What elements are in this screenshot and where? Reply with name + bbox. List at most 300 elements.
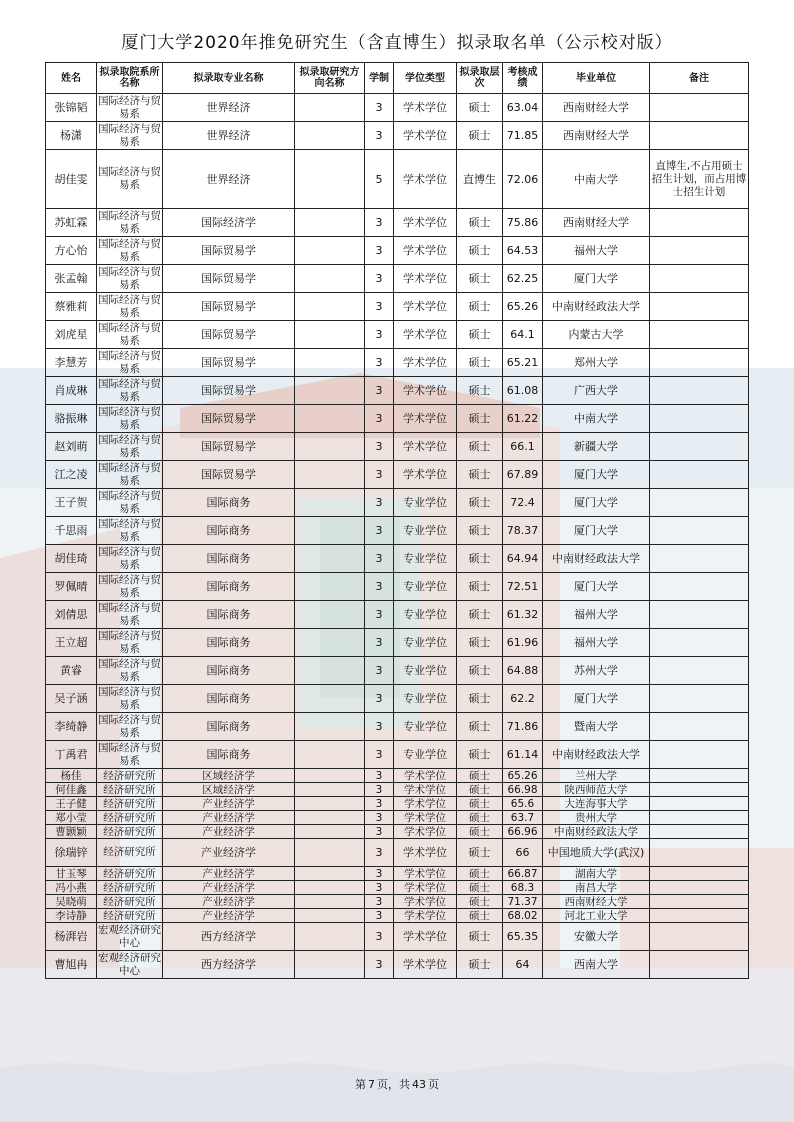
cell-name: 李绮静 [46, 713, 97, 741]
cell-score: 78.37 [503, 517, 543, 545]
cell-major: 国际商务 [163, 741, 295, 769]
cell-note [650, 909, 749, 923]
cell-dept: 国际经济与贸易系 [98, 713, 161, 739]
cell-direction [295, 377, 365, 405]
cell-level: 硕士 [457, 839, 503, 867]
cell-years: 3 [365, 769, 394, 783]
cell-note [650, 839, 749, 867]
cell-years: 3 [365, 825, 394, 839]
cell-score: 72.51 [503, 573, 543, 601]
cell-direction [295, 601, 365, 629]
cell-dept: 国际经济与贸易系 [98, 209, 161, 235]
cell-note [650, 209, 749, 237]
cell-degree: 学术学位 [394, 150, 457, 209]
cell-major: 国际商务 [163, 517, 295, 545]
cell-degree: 学术学位 [394, 405, 457, 433]
cell-direction [295, 293, 365, 321]
cell-name: 甘玉琴 [46, 867, 97, 881]
cell-degree: 学术学位 [394, 783, 457, 797]
table-row [46, 265, 749, 293]
cell-years: 3 [365, 461, 394, 489]
footer-total-pages: 43 [412, 1078, 426, 1091]
cell-years: 3 [365, 377, 394, 405]
cell-level: 硕士 [457, 209, 503, 237]
cell-dept: 国际经济与贸易系 [98, 601, 161, 627]
cell-direction [295, 405, 365, 433]
cell-degree: 学术学位 [394, 94, 457, 122]
cell-name: 徐瑞锌 [46, 839, 97, 867]
cell-score: 65.26 [503, 293, 543, 321]
cell-score: 64.53 [503, 237, 543, 265]
cell-note [650, 321, 749, 349]
cell-score: 66.1 [503, 433, 543, 461]
table-row [46, 433, 749, 461]
cell-level: 硕士 [457, 405, 503, 433]
cell-dept: 经济研究所 [97, 909, 163, 923]
cell-degree: 学术学位 [394, 769, 457, 783]
table-row [46, 545, 749, 573]
header-dept: 拟录取院系所名称 [97, 63, 163, 94]
cell-dept: 国际经济与贸易系 [98, 265, 161, 291]
cell-score: 71.85 [503, 122, 543, 150]
cell-dept: 国际经济与贸易系 [98, 293, 161, 319]
table-row [46, 122, 749, 150]
cell-years: 3 [365, 629, 394, 657]
cell-school: 西南大学 [543, 951, 650, 979]
cell-score: 65.21 [503, 349, 543, 377]
cell-years: 3 [365, 811, 394, 825]
cell-years: 3 [365, 657, 394, 685]
table-row [46, 517, 749, 545]
cell-note [650, 741, 749, 769]
cell-name: 方心怡 [46, 237, 97, 265]
cell-dept: 国际经济与贸易系 [98, 489, 161, 515]
table-row [46, 150, 749, 209]
cell-school: 陕西师范大学 [543, 783, 650, 797]
table-row [46, 657, 749, 685]
cell-name: 王子贺 [46, 489, 97, 517]
cell-name: 李慧芳 [46, 349, 97, 377]
admission-table [45, 62, 749, 979]
table-row [46, 783, 749, 797]
table-row [46, 839, 749, 867]
cell-score: 61.32 [503, 601, 543, 629]
cell-score: 63.7 [503, 811, 543, 825]
cell-name: 赵刘萌 [46, 433, 97, 461]
cell-years: 3 [365, 881, 394, 895]
cell-years: 3 [365, 601, 394, 629]
table-row [46, 629, 749, 657]
cell-level: 硕士 [457, 769, 503, 783]
cell-dept: 经济研究所 [97, 769, 163, 783]
cell-years: 3 [365, 321, 394, 349]
cell-direction [295, 741, 365, 769]
table-row [46, 94, 749, 122]
cell-level: 硕士 [457, 433, 503, 461]
cell-note [650, 489, 749, 517]
cell-level: 硕士 [457, 601, 503, 629]
cell-degree: 专业学位 [394, 545, 457, 573]
cell-direction [295, 349, 365, 377]
table-row [46, 293, 749, 321]
cell-major: 产业经济学 [163, 881, 295, 895]
cell-level: 硕士 [457, 237, 503, 265]
cell-score: 75.86 [503, 209, 543, 237]
cell-years: 3 [365, 405, 394, 433]
cell-years: 3 [365, 895, 394, 909]
cell-school: 福州大学 [543, 601, 650, 629]
cell-note [650, 685, 749, 713]
cell-dept: 国际经济与贸易系 [98, 573, 161, 599]
cell-note [650, 923, 749, 951]
cell-school: 中国地质大学(武汉) [543, 839, 650, 867]
cell-school: 大连海事大学 [543, 797, 650, 811]
table-row [46, 405, 749, 433]
cell-name: 杨湃岩 [46, 923, 97, 951]
cell-note [650, 769, 749, 783]
cell-degree: 专业学位 [394, 713, 457, 741]
cell-school: 内蒙古大学 [543, 321, 650, 349]
cell-score: 64.94 [503, 545, 543, 573]
cell-major: 国际贸易学 [163, 405, 295, 433]
cell-note [650, 629, 749, 657]
cell-degree: 专业学位 [394, 517, 457, 545]
cell-note [650, 237, 749, 265]
footer-page-number: 7 [368, 1078, 375, 1091]
cell-score: 65.6 [503, 797, 543, 811]
table-row [46, 461, 749, 489]
cell-level: 硕士 [457, 881, 503, 895]
cell-name: 千思雨 [46, 517, 97, 545]
table-row [46, 349, 749, 377]
cell-school: 新疆大学 [543, 433, 650, 461]
cell-major: 国际商务 [163, 657, 295, 685]
cell-dept: 国际经济与贸易系 [98, 629, 161, 655]
cell-name: 曹旭冉 [46, 951, 97, 979]
cell-name: 曹颢颖 [46, 825, 97, 839]
table-body [46, 94, 749, 979]
cell-name: 郑小莹 [46, 811, 97, 825]
cell-score: 61.14 [503, 741, 543, 769]
cell-dept: 国际经济与贸易系 [98, 461, 161, 487]
cell-note [650, 461, 749, 489]
cell-years: 3 [365, 783, 394, 797]
cell-years: 3 [365, 573, 394, 601]
cell-school: 安徽大学 [543, 923, 650, 951]
cell-score: 65.35 [503, 923, 543, 951]
cell-direction [295, 573, 365, 601]
cell-school: 福州大学 [543, 629, 650, 657]
cell-years: 3 [365, 951, 394, 979]
cell-name: 罗佩晴 [46, 573, 97, 601]
cell-level: 硕士 [457, 377, 503, 405]
cell-score: 68.02 [503, 909, 543, 923]
cell-years: 3 [365, 867, 394, 881]
cell-score: 63.04 [503, 94, 543, 122]
cell-level: 硕士 [457, 517, 503, 545]
cell-note [650, 797, 749, 811]
cell-dept: 经济研究所 [97, 783, 163, 797]
cell-level: 硕士 [457, 629, 503, 657]
header-score: 考核成绩 [503, 63, 543, 94]
cell-level: 硕士 [457, 867, 503, 881]
table-row [46, 881, 749, 895]
cell-school: 中南财经政法大学 [543, 825, 650, 839]
cell-note [650, 405, 749, 433]
table-row [46, 713, 749, 741]
cell-direction [295, 489, 365, 517]
cell-name: 胡佳雯 [46, 150, 97, 209]
cell-note [650, 811, 749, 825]
cell-level: 硕士 [457, 545, 503, 573]
cell-years: 3 [365, 545, 394, 573]
cell-note [650, 867, 749, 881]
cell-dept: 经济研究所 [97, 895, 163, 909]
cell-direction [295, 811, 365, 825]
cell-note [650, 377, 749, 405]
cell-degree: 学术学位 [394, 237, 457, 265]
cell-level: 硕士 [457, 909, 503, 923]
cell-score: 66.98 [503, 783, 543, 797]
cell-dept: 经济研究所 [97, 881, 163, 895]
cell-degree: 学术学位 [394, 951, 457, 979]
cell-school: 厦门大学 [543, 517, 650, 545]
cell-years: 3 [365, 237, 394, 265]
cell-major: 国际商务 [163, 685, 295, 713]
cell-name: 吴晓萌 [46, 895, 97, 909]
cell-school: 西南财经大学 [543, 94, 650, 122]
table-row [46, 895, 749, 909]
table-header-row [46, 63, 749, 94]
header-note: 备注 [650, 63, 749, 94]
cell-major: 国际商务 [163, 489, 295, 517]
cell-degree: 学术学位 [394, 881, 457, 895]
cell-direction [295, 657, 365, 685]
cell-years: 3 [365, 741, 394, 769]
cell-school: 中南大学 [543, 150, 650, 209]
cell-direction [295, 517, 365, 545]
cell-name: 丁禹君 [46, 741, 97, 769]
cell-direction [295, 713, 365, 741]
cell-direction [295, 839, 365, 867]
cell-school: 厦门大学 [543, 461, 650, 489]
table-row [46, 489, 749, 517]
cell-level: 硕士 [457, 461, 503, 489]
cell-name: 刘虎星 [46, 321, 97, 349]
cell-name: 李诗静 [46, 909, 97, 923]
cell-school: 河北工业大学 [543, 909, 650, 923]
cell-direction [295, 909, 365, 923]
table-row [46, 573, 749, 601]
cell-major: 产业经济学 [163, 909, 295, 923]
table-row [46, 741, 749, 769]
cell-degree: 学术学位 [394, 839, 457, 867]
cell-dept: 国际经济与贸易系 [98, 405, 161, 431]
cell-school: 福州大学 [543, 237, 650, 265]
cell-school: 湖南大学 [543, 867, 650, 881]
cell-school: 贵州大学 [543, 811, 650, 825]
cell-level: 硕士 [457, 349, 503, 377]
cell-score: 61.08 [503, 377, 543, 405]
header-direction: 拟录取研究方向名称 [295, 63, 365, 94]
cell-years: 3 [365, 713, 394, 741]
cell-degree: 学术学位 [394, 265, 457, 293]
cell-degree: 学术学位 [394, 909, 457, 923]
cell-major: 区域经济学 [163, 783, 295, 797]
cell-direction [295, 629, 365, 657]
cell-degree: 学术学位 [394, 811, 457, 825]
cell-name: 王子健 [46, 797, 97, 811]
cell-major: 国际贸易学 [163, 377, 295, 405]
cell-years: 3 [365, 94, 394, 122]
cell-major: 国际贸易学 [163, 293, 295, 321]
cell-name: 刘倩思 [46, 601, 97, 629]
cell-score: 61.22 [503, 405, 543, 433]
cell-degree: 学术学位 [394, 923, 457, 951]
cell-dept: 国际经济与贸易系 [98, 545, 161, 571]
table-row [46, 811, 749, 825]
cell-name: 江之凌 [46, 461, 97, 489]
cell-dept: 国际经济与贸易系 [98, 349, 161, 375]
cell-note [650, 517, 749, 545]
cell-direction [295, 881, 365, 895]
cell-school: 厦门大学 [543, 573, 650, 601]
cell-dept: 国际经济与贸易系 [98, 517, 161, 543]
cell-level: 直博生 [457, 150, 503, 209]
cell-direction [295, 265, 365, 293]
header-years: 学制 [365, 63, 394, 94]
cell-school: 暨南大学 [543, 713, 650, 741]
cell-major: 国际商务 [163, 573, 295, 601]
cell-dept: 经济研究所 [97, 839, 163, 867]
table-row [46, 923, 749, 951]
table-row [46, 797, 749, 811]
cell-dept: 经济研究所 [97, 811, 163, 825]
cell-name: 肖成琳 [46, 377, 97, 405]
cell-degree: 学术学位 [394, 209, 457, 237]
cell-years: 3 [365, 349, 394, 377]
cell-level: 硕士 [457, 951, 503, 979]
cell-direction [295, 685, 365, 713]
cell-level: 硕士 [457, 811, 503, 825]
cell-major: 产业经济学 [163, 797, 295, 811]
cell-major: 西方经济学 [163, 923, 295, 951]
cell-name: 杨潇 [46, 122, 97, 150]
cell-school: 广西大学 [543, 377, 650, 405]
cell-level: 硕士 [457, 657, 503, 685]
cell-direction [295, 769, 365, 783]
cell-dept: 宏观经济研究中心 [98, 923, 161, 949]
cell-major: 产业经济学 [163, 867, 295, 881]
cell-direction [295, 150, 365, 209]
cell-note [650, 881, 749, 895]
cell-degree: 专业学位 [394, 601, 457, 629]
cell-major: 国际商务 [163, 629, 295, 657]
page-footer [0, 1076, 794, 1092]
table-row [46, 685, 749, 713]
cell-dept: 国际经济与贸易系 [98, 433, 161, 459]
table-row [46, 321, 749, 349]
cell-direction [295, 825, 365, 839]
cell-level: 硕士 [457, 265, 503, 293]
cell-score: 64.1 [503, 321, 543, 349]
cell-score: 66 [503, 839, 543, 867]
cell-years: 3 [365, 489, 394, 517]
cell-name: 胡佳琦 [46, 545, 97, 573]
cell-name: 骆振琳 [46, 405, 97, 433]
cell-degree: 学术学位 [394, 825, 457, 839]
cell-note [650, 94, 749, 122]
footer-suffix: 页 [428, 1078, 439, 1091]
cell-dept: 国际经济与贸易系 [98, 377, 161, 403]
table-row [46, 769, 749, 783]
cell-years: 3 [365, 685, 394, 713]
cell-note: 直博生,不占用硕士招生计划，而占用博士招生计划 [650, 150, 749, 209]
cell-major: 产业经济学 [163, 895, 295, 909]
cell-degree: 专业学位 [394, 489, 457, 517]
cell-degree: 专业学位 [394, 657, 457, 685]
header-level: 拟录取层次 [457, 63, 503, 94]
cell-note [650, 573, 749, 601]
cell-level: 硕士 [457, 573, 503, 601]
cell-major: 世界经济 [163, 150, 295, 209]
cell-score: 66.87 [503, 867, 543, 881]
cell-major: 国际贸易学 [163, 237, 295, 265]
cell-note [650, 713, 749, 741]
cell-score: 62.25 [503, 265, 543, 293]
cell-direction [295, 867, 365, 881]
cell-major: 国际贸易学 [163, 461, 295, 489]
cell-major: 国际商务 [163, 545, 295, 573]
cell-years: 3 [365, 209, 394, 237]
cell-note [650, 433, 749, 461]
cell-school: 中南大学 [543, 405, 650, 433]
cell-level: 硕士 [457, 489, 503, 517]
cell-major: 产业经济学 [163, 825, 295, 839]
cell-name: 张孟翰 [46, 265, 97, 293]
cell-level: 硕士 [457, 321, 503, 349]
page-title: 厦门大学2020年推免研究生（含直博生）拟录取名单（公示校对版） [121, 33, 673, 53]
cell-score: 72.4 [503, 489, 543, 517]
cell-major: 世界经济 [163, 94, 295, 122]
cell-name: 苏虹霖 [46, 209, 97, 237]
cell-years: 3 [365, 839, 394, 867]
cell-degree: 学术学位 [394, 461, 457, 489]
cell-direction [295, 321, 365, 349]
cell-direction [295, 433, 365, 461]
cell-note [650, 601, 749, 629]
cell-dept: 经济研究所 [97, 825, 163, 839]
cell-degree: 专业学位 [394, 573, 457, 601]
cell-years: 3 [365, 122, 394, 150]
cell-name: 蔡雅莉 [46, 293, 97, 321]
cell-level: 硕士 [457, 122, 503, 150]
cell-level: 硕士 [457, 783, 503, 797]
cell-school: 兰州大学 [543, 769, 650, 783]
cell-level: 硕士 [457, 825, 503, 839]
cell-score: 66.96 [503, 825, 543, 839]
cell-dept: 国际经济与贸易系 [98, 741, 161, 767]
cell-degree: 专业学位 [394, 741, 457, 769]
cell-level: 硕士 [457, 923, 503, 951]
cell-name: 何佳鑫 [46, 783, 97, 797]
header-school: 毕业单位 [543, 63, 650, 94]
cell-name: 王立超 [46, 629, 97, 657]
cell-direction [295, 783, 365, 797]
cell-score: 68.3 [503, 881, 543, 895]
cell-major: 产业经济学 [163, 811, 295, 825]
cell-major: 国际商务 [163, 601, 295, 629]
